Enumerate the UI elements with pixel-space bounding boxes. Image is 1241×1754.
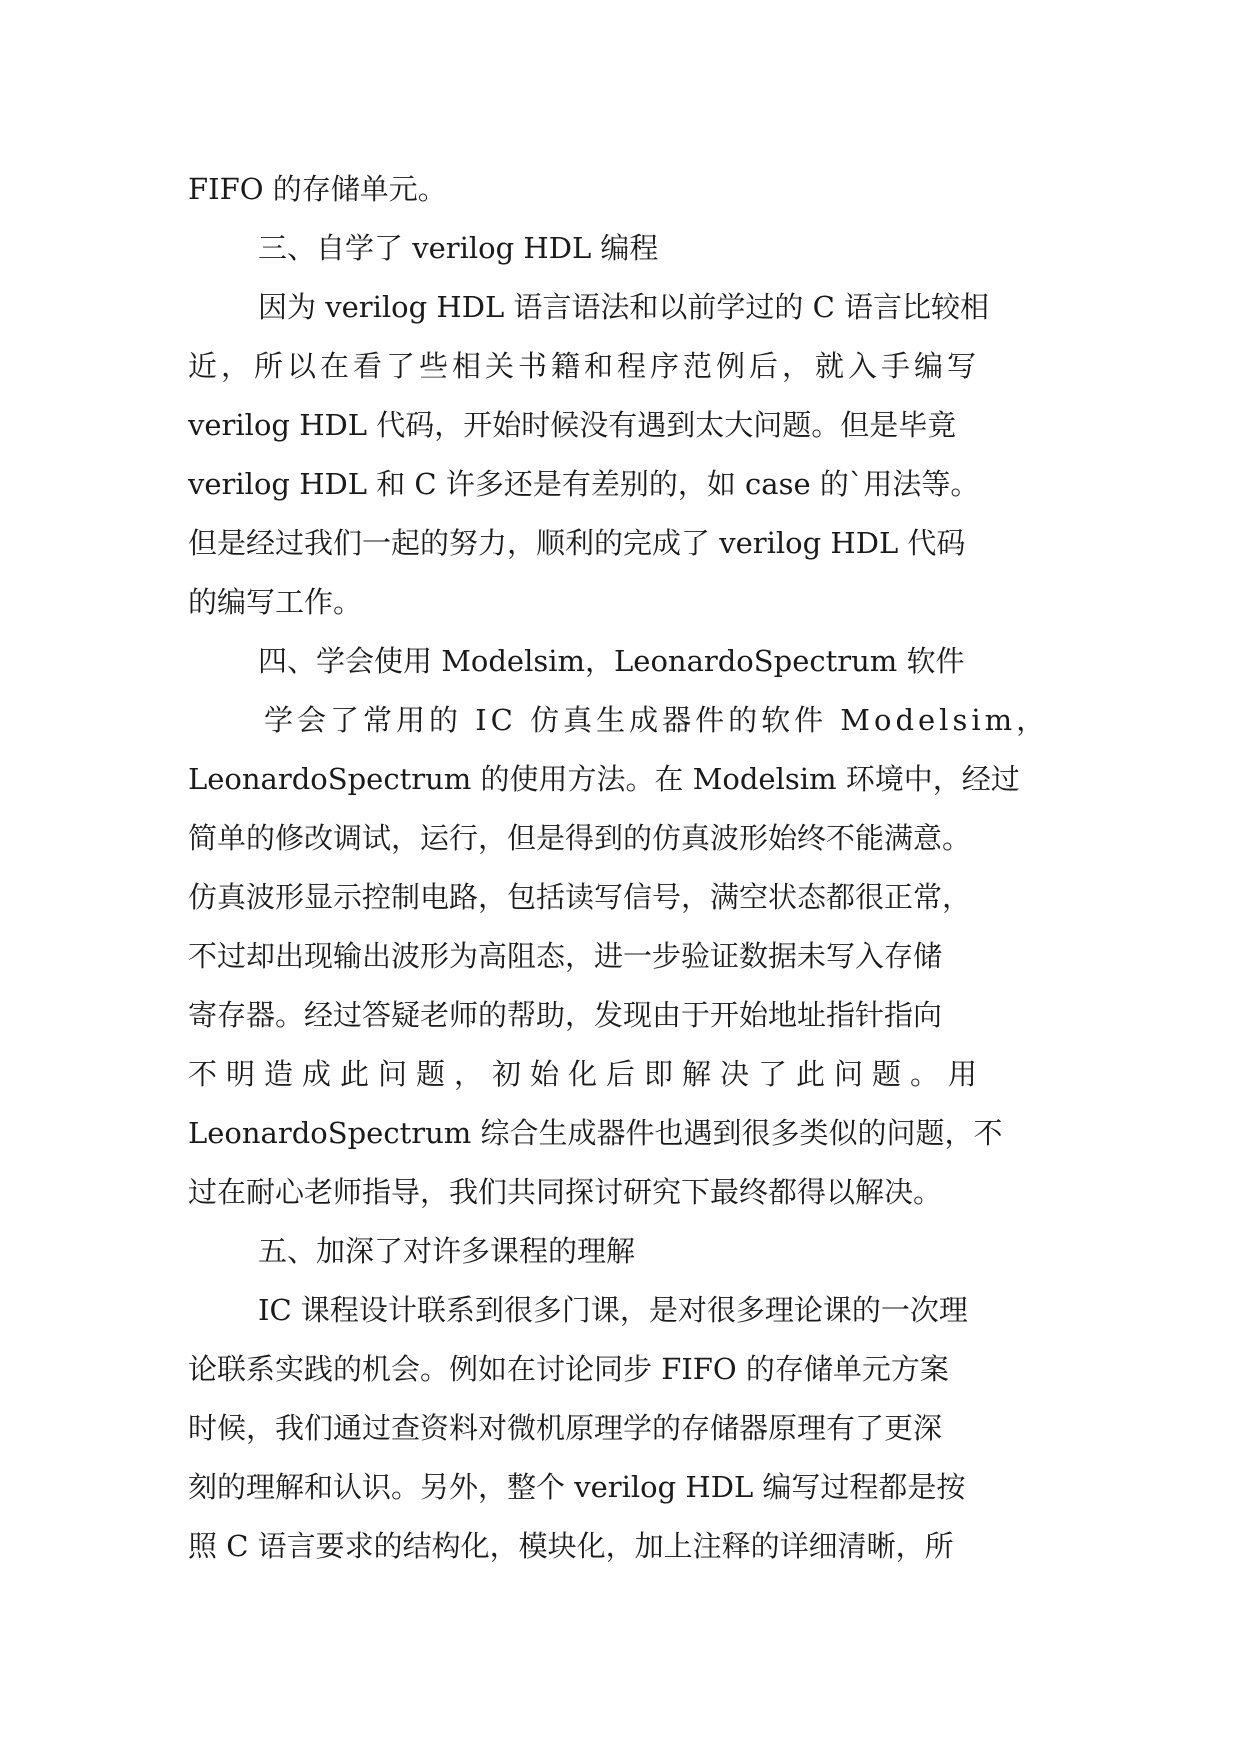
- text-line: 近，所以在看了些相关书籍和程序范例后，就入手编写: [188, 349, 981, 383]
- text-line: 学会了常用的 IC 仿真生成器件的软件 Modelsim，: [264, 703, 1050, 737]
- text-line: verilog HDL 和 C 许多还是有差别的，如 case 的`用法等。: [188, 467, 980, 501]
- text-line: 刻的理解和认识。另外，整个 verilog HDL 编写过程都是按: [188, 1470, 966, 1504]
- text-line: 不明造成此问题，初始化后即解决了此问题。用: [188, 1057, 987, 1091]
- text-line: 论联系实践的机会。例如在讨论同步 FIFO 的存储单元方案: [188, 1352, 949, 1386]
- text-line: verilog HDL 代码，开始时候没有遇到太大问题。但是毕竟: [188, 408, 957, 442]
- text-line: IC 课程设计联系到很多门课，是对很多理论课的一次理: [258, 1293, 968, 1327]
- text-line: 照 C 语言要求的结构化，模块化，加上注释的详细清晰，所: [188, 1529, 954, 1563]
- section-heading-4: 四、学会使用 Modelsim，LeonardoSpectrum 软件: [258, 644, 965, 678]
- text-line: FIFO 的存储单元。: [188, 172, 447, 206]
- text-line: 仿真波形显示控制电路，包括读写信号，满空状态都很正常，: [188, 880, 972, 914]
- section-heading-3: 三、自学了 verilog HDL 编程: [258, 231, 659, 265]
- section-heading-5: 五、加深了对许多课程的理解: [258, 1234, 636, 1268]
- text-line: 不过却出现输出波形为高阻态，进一步验证数据未写入存储: [188, 939, 943, 973]
- text-line: 因为 verilog HDL 语言语法和以前学过的 C 语言比较相: [258, 290, 990, 324]
- text-line: 但是经过我们一起的努力，顺利的完成了 verilog HDL 代码: [188, 526, 966, 560]
- text-line: 寄存器。经过答疑老师的帮助，发现由于开始地址指针指向: [188, 998, 943, 1032]
- text-line: 过在耐心老师指导，我们共同探讨研究下最终都得以解决。: [188, 1175, 943, 1209]
- body-text: [188, 160, 1068, 1576]
- text-line: 简单的修改调试，运行，但是得到的仿真波形始终不能满意。: [188, 821, 972, 855]
- text-line: LeonardoSpectrum 的使用方法。在 Modelsim 环境中，经过: [188, 762, 1020, 796]
- text-line: LeonardoSpectrum 综合生成器件也遇到很多类似的问题，不: [188, 1116, 1003, 1150]
- text-line: 时候，我们通过查资料对微机原理学的存储器原理有了更深: [188, 1411, 943, 1445]
- text-line: 的编写工作。: [188, 585, 363, 619]
